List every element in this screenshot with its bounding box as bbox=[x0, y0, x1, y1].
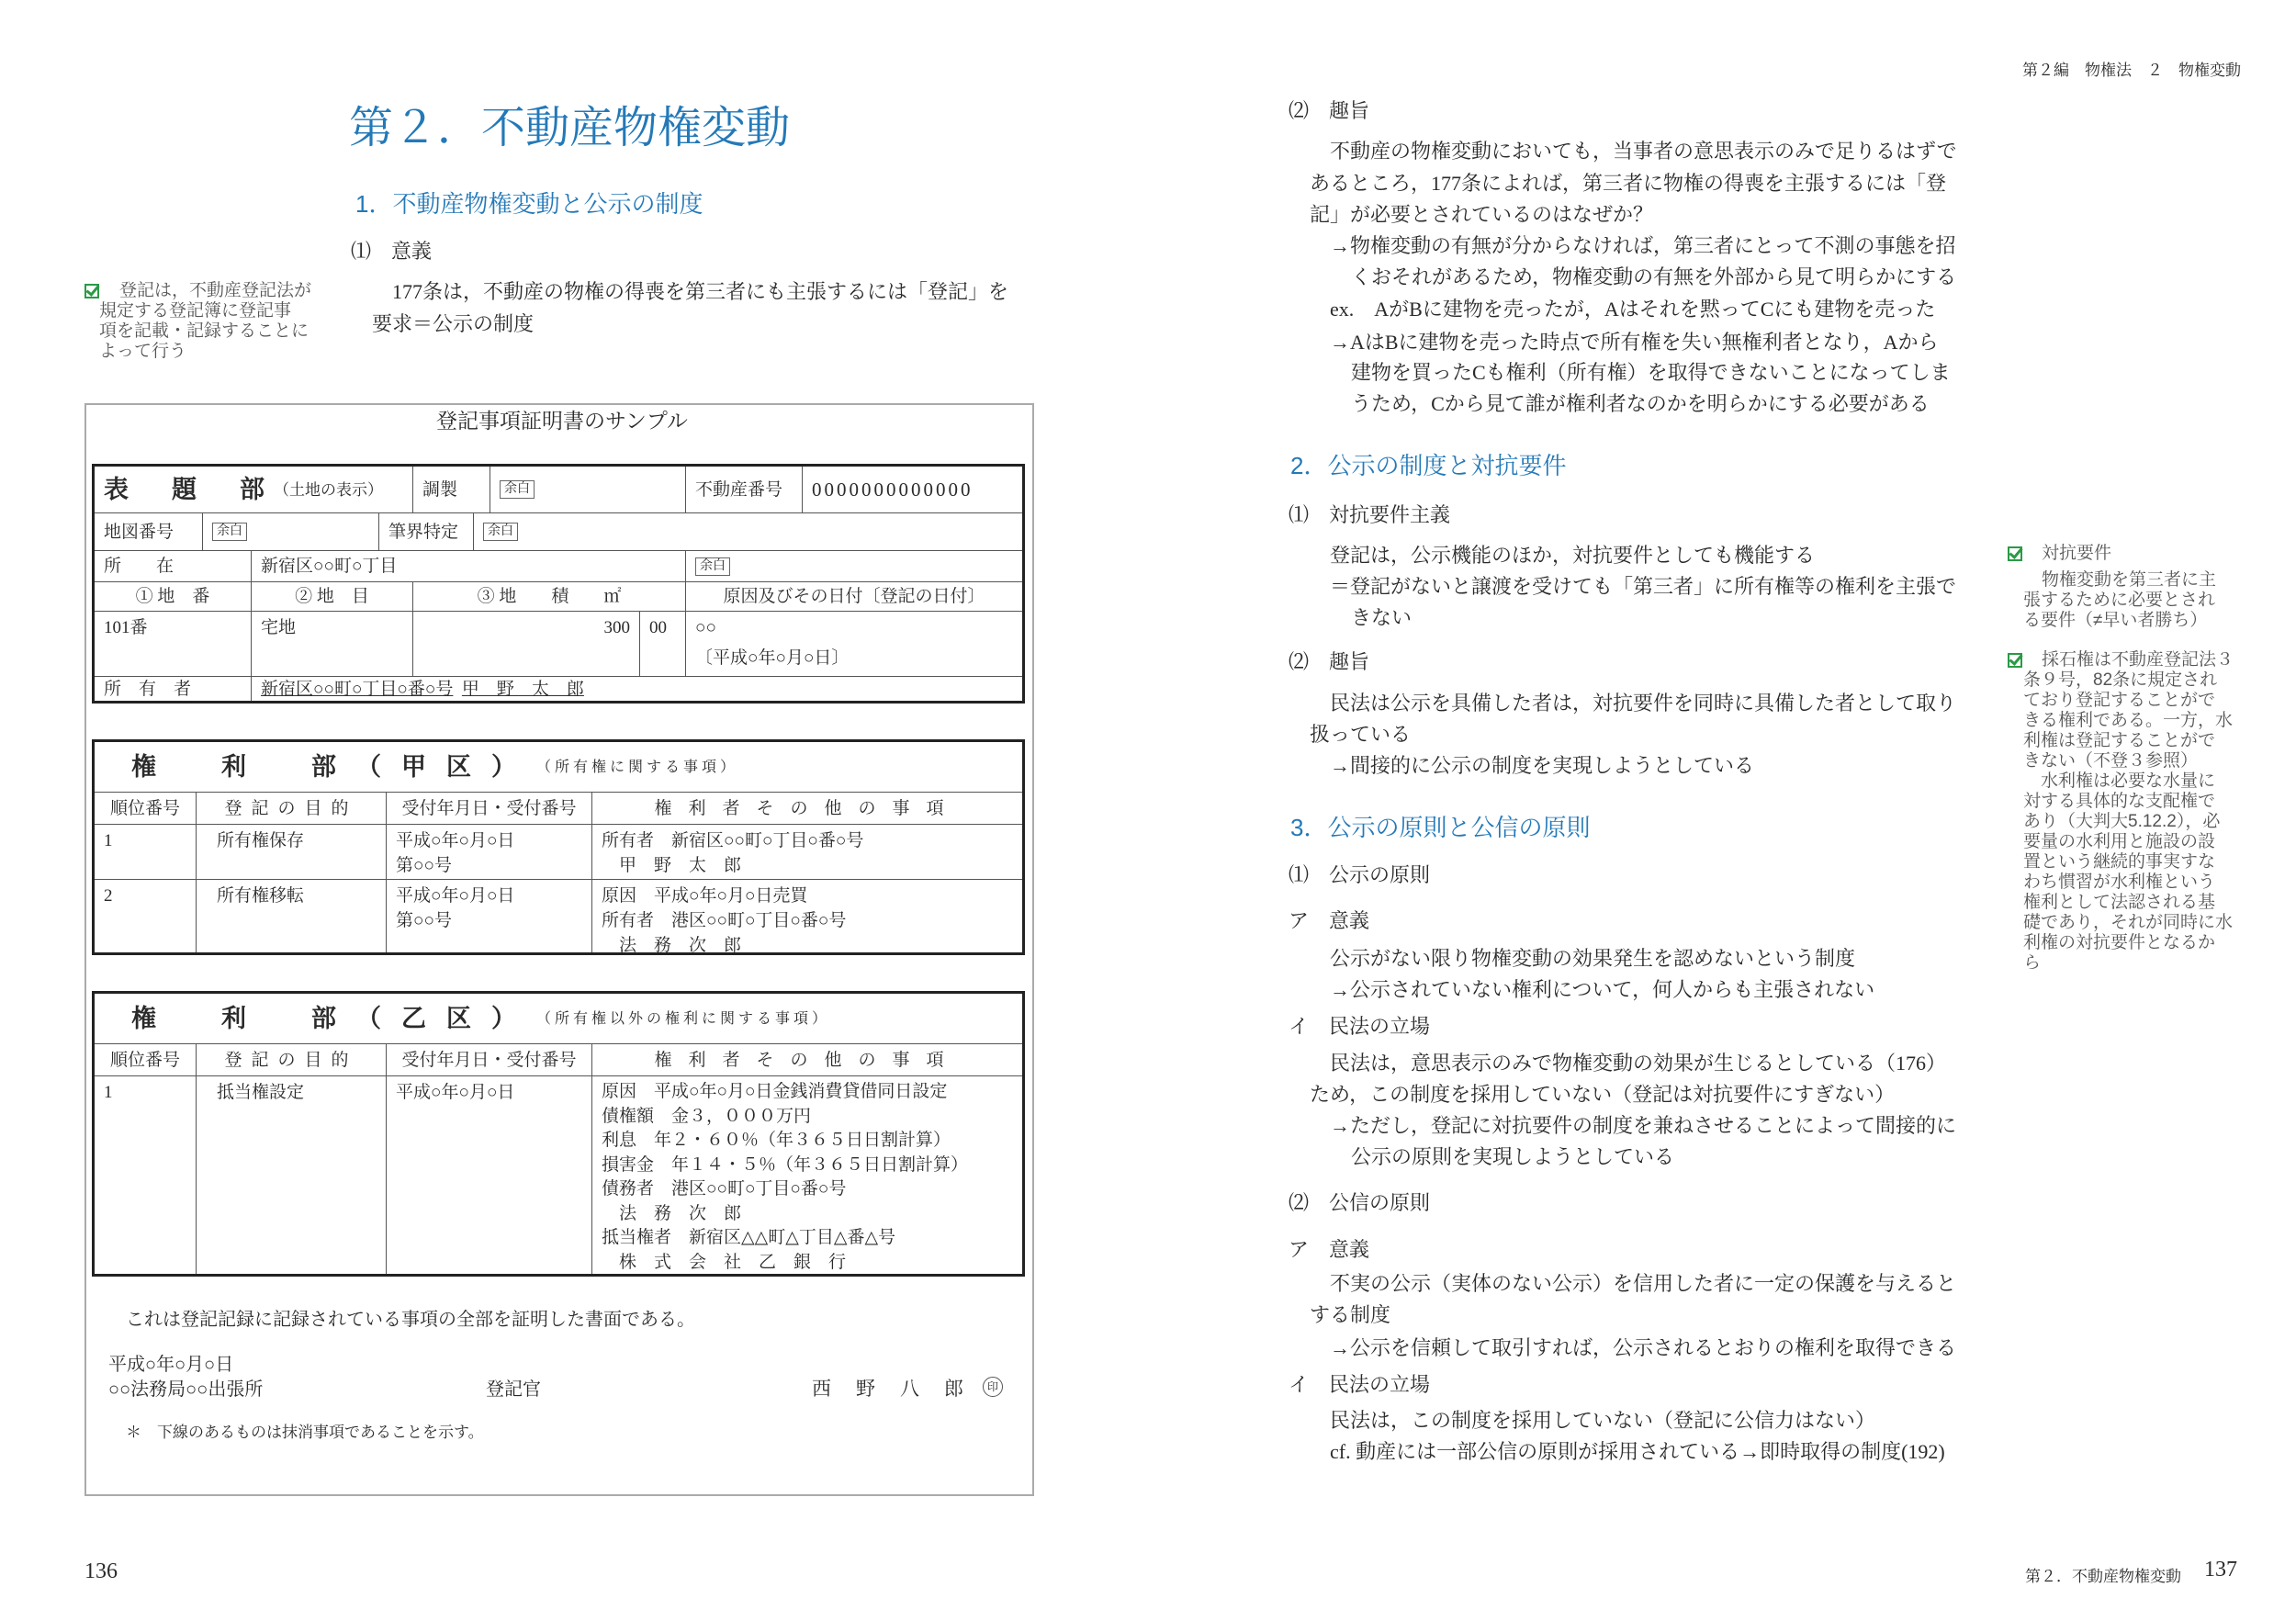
side-note-line: ら bbox=[2023, 953, 2042, 973]
details-cell bbox=[592, 1076, 1022, 1274]
chosei-label: 調製 bbox=[413, 467, 490, 513]
cause-date: 〔平成○年○月○日〕 bbox=[695, 648, 850, 668]
date: 平成○年○月○日 bbox=[396, 831, 515, 850]
cause-cell bbox=[686, 612, 1022, 677]
fudosan-bango-value: 0000000000000 bbox=[803, 467, 1022, 513]
side-note-line: 対する具体的な支配権で bbox=[2023, 792, 2216, 811]
section-heading: 3．公示の原則と公信の原則 bbox=[1290, 814, 1591, 841]
body-line: あるところ，177条によれば，第三者に物権の得喪を主張するには「登 bbox=[1310, 172, 1947, 195]
kouku-title bbox=[95, 742, 1022, 793]
side-note-line: 利権は登記することがで bbox=[2023, 731, 2216, 750]
detail-line: 債務者 港区○○町○丁目○番○号 bbox=[602, 1179, 847, 1199]
hikkai-value bbox=[474, 513, 1022, 551]
yohaku-mark: 余白 bbox=[500, 480, 535, 499]
subsection-heading: ⑴ 公示の原則 bbox=[1289, 863, 1431, 886]
rank: 1 bbox=[95, 825, 197, 880]
kouku-table bbox=[92, 739, 1025, 955]
officer-name: 西 野 八 郎 bbox=[812, 1378, 966, 1400]
side-note-line: 物権変動を第三者に主 bbox=[2042, 570, 2217, 590]
side-note-line: わち慣習が水利権という bbox=[2023, 872, 2216, 892]
side-note-line: 項を記載・記録することに bbox=[99, 321, 310, 341]
col-header: 権利者その他の事項 bbox=[592, 793, 1022, 825]
date-cell bbox=[387, 825, 592, 880]
body-line: ex. AがBに建物を売ったが，Aはそれを黙ってCにも建物を売った bbox=[1330, 298, 1936, 321]
body-line: →公示を信頼して取引すれば，公示されるとおりの権利を取得できる bbox=[1330, 1336, 1957, 1359]
col-header: 原因及びその日付〔登記の日付〕 bbox=[686, 582, 1022, 612]
sample-title: 登記事項証明書のサンプル bbox=[436, 410, 688, 433]
side-note-line: 水利権は必要な水量に bbox=[2023, 771, 2216, 791]
body-line: 民法は公示を具備した者は，対抗要件を同時に具備した者として取り bbox=[1330, 692, 1957, 715]
certify-date: 平成○年○月○日 bbox=[108, 1355, 234, 1375]
body-line: →間接的に公示の制度を実現しようとしている bbox=[1330, 754, 1755, 777]
page-number-left: 136 bbox=[84, 1559, 118, 1583]
subsection-heading: ⑴ 対抗要件主義 bbox=[1289, 503, 1451, 526]
side-note-line: 条９号，82条に規定され bbox=[2023, 670, 2218, 690]
body-line: 公示の原則を実現しようとしている bbox=[1351, 1145, 1675, 1168]
owner-value bbox=[252, 677, 1022, 701]
footer-chapter: 第２．不動産物権変動 bbox=[2025, 1568, 2181, 1585]
col-header: ③ 地 積 ㎡ bbox=[413, 582, 686, 612]
col-header: 順位番号 bbox=[95, 793, 197, 825]
subsection-heading: ⑴ 意義 bbox=[351, 240, 433, 263]
detail-line: 所有者 港区○○町○丁目○番○号 bbox=[602, 911, 847, 930]
side-note-line: 採石権は不動産登記法３ bbox=[2042, 650, 2234, 670]
date-cell bbox=[387, 880, 592, 952]
body-line: 不動産の物権変動においても，当事者の意思表示のみで足りるはずで bbox=[1330, 140, 1957, 163]
body-line: 建物を買ったCも権利（所有権）を取得できないことになってしま bbox=[1351, 361, 1951, 384]
detail-line: 原因 平成○年○月○日売買 bbox=[602, 886, 808, 906]
body-line: 登記は，公示機能のほか，対抗要件としても機能する bbox=[1330, 544, 1816, 567]
body-line: くおそれがあるため，物権変動の有無を外部から見て明らかにする bbox=[1351, 265, 1957, 288]
item-heading: イ 民法の立場 bbox=[1289, 1015, 1431, 1038]
col-header: 受付年月日・受付番号 bbox=[387, 793, 592, 825]
subsection-heading: ⑵ 趣旨 bbox=[1289, 99, 1370, 122]
cause-value: ○○ bbox=[695, 618, 716, 637]
detail-line: 所有者 新宿区○○町○丁目○番○号 bbox=[602, 831, 864, 850]
side-note-line: よって行う bbox=[99, 342, 187, 361]
side-note-title: 対抗要件 bbox=[2042, 544, 2112, 563]
body-line: きない bbox=[1351, 606, 1412, 629]
receipt-no: 第○○号 bbox=[396, 911, 452, 930]
col-header: 登記の目的 bbox=[197, 1044, 387, 1076]
body-line: →公示されていない権利について，何人からも主張されない bbox=[1330, 978, 1875, 1001]
otsuku-label: 権 利 部（乙区） bbox=[131, 1004, 536, 1032]
item-heading: ア 意義 bbox=[1289, 1238, 1370, 1261]
kouku-label: 権 利 部（甲区） bbox=[131, 752, 536, 781]
subsection-heading: ⑵ 趣旨 bbox=[1289, 650, 1370, 673]
chiseki-value: 300 bbox=[413, 612, 640, 677]
otsuku-table bbox=[92, 991, 1025, 1277]
hyodai-table bbox=[92, 464, 1025, 704]
side-note-line: 礎であり，それが同時に水 bbox=[2023, 913, 2234, 932]
page-number-right: 137 bbox=[2204, 1558, 2237, 1582]
side-note-body bbox=[2023, 650, 2234, 974]
shozai-yohaku bbox=[686, 551, 1022, 582]
detail-line: 法 務 次 郎 bbox=[602, 1203, 742, 1223]
chiseki-fraction: 00 bbox=[640, 612, 686, 677]
checkbox-icon bbox=[2008, 546, 2022, 561]
col-header: 受付年月日・受付番号 bbox=[387, 1044, 592, 1076]
body-line: 扱っている bbox=[1310, 723, 1412, 746]
section-heading: 2．公示の制度と対抗要件 bbox=[1290, 452, 1567, 479]
body-line: →ただし，登記に対抗要件の制度を兼ねさせることによって間接的に bbox=[1330, 1114, 1957, 1137]
shozai-value: 新宿区○○町○丁目 bbox=[252, 551, 686, 582]
purpose: 抵当権設定 bbox=[197, 1076, 387, 1274]
section-heading: 1．不動産物権変動と公示の制度 bbox=[355, 190, 703, 218]
detail-line: 損害金 年１４・５％（年３６５日日割計算） bbox=[602, 1154, 969, 1175]
details-cell bbox=[592, 880, 1022, 952]
body-line: うため，Cから見て誰が権利者なのかを明らかにする必要がある bbox=[1351, 392, 1930, 415]
col-header: 登記の目的 bbox=[197, 793, 387, 825]
footnote: ＊ 下線のあるものは抹消事項であることを示す。 bbox=[126, 1424, 484, 1441]
kouku-sub: （所有権に関する事項） bbox=[536, 759, 739, 775]
side-note-line: 張するために必要とされ bbox=[2023, 591, 2216, 610]
body-line: 不実の公示（実体のない公示）を信用した者に一定の保護を与えると bbox=[1330, 1272, 1957, 1295]
otsuku-sub: （所有権以外の権利に関する事項） bbox=[536, 1010, 831, 1027]
shozai-label: 所 在 bbox=[95, 551, 252, 582]
body-line: 民法は，この制度を採用していない（登記に公信力はない） bbox=[1330, 1409, 1876, 1432]
col-header: 順位番号 bbox=[95, 1044, 197, 1076]
hikkai-label: 筆界特定 bbox=[379, 513, 474, 551]
side-note-line: 権利として法認される基 bbox=[2023, 893, 2216, 912]
side-note-line: 利権の対抗要件となるか bbox=[2023, 933, 2216, 952]
body-line: 記」が必要とされているのはなぜか？ bbox=[1310, 203, 1654, 226]
body-line: 民法は，意思表示のみで物権変動の効果が生じるとしている（176） bbox=[1330, 1052, 1947, 1075]
owner-label: 所 有 者 bbox=[95, 677, 252, 701]
body-line: ＝登記がないと譲渡を受けても「第三者」に所有権等の権利を主張で bbox=[1330, 575, 1957, 598]
yohaku-mark: 余白 bbox=[483, 523, 518, 541]
chizu-bango-label: 地図番号 bbox=[95, 513, 203, 551]
officer-title: 登記官 bbox=[486, 1379, 541, 1400]
side-note-line: 置という継続的事実すな bbox=[2023, 852, 2216, 872]
purpose: 所有権移転 bbox=[197, 880, 387, 952]
col-header: 権利者その他の事項 bbox=[592, 1044, 1022, 1076]
side-note-line: 要量の水利用と施設の設 bbox=[2023, 832, 2216, 851]
body-line: ため，この制度を採用していない（登記は対抗要件にすぎない） bbox=[1310, 1083, 1896, 1106]
detail-line: 株 式 会 社 乙 銀 行 bbox=[602, 1252, 847, 1272]
side-note-line: 登記は，不動産登記法が bbox=[119, 281, 312, 300]
fudosan-bango-label: 不動産番号 bbox=[686, 467, 803, 513]
side-note-line: 規定する登記簿に登記事 bbox=[99, 301, 292, 321]
body-line: 要求＝公示の制度 bbox=[372, 312, 535, 335]
body-line: →AはBに建物を売った時点で所有権を失い無権利者となり，Aから bbox=[1330, 331, 1939, 354]
col-header: ① 地 番 bbox=[95, 582, 252, 612]
hyodai-sub: （土地の表示） bbox=[274, 480, 383, 499]
owner-address: 新宿区○○町○丁目○番○号 bbox=[261, 679, 454, 699]
detail-line: 原因 平成○年○月○日金銭消費貸借同日設定 bbox=[602, 1082, 948, 1101]
detail-line: 法 務 次 郎 bbox=[602, 936, 742, 952]
owner-name: 甲 野 太 郎 bbox=[461, 679, 584, 699]
yohaku-mark: 余白 bbox=[212, 523, 247, 541]
col-header: ② 地 目 bbox=[252, 582, 413, 612]
running-header: 第２編 物権法 ２ 物権変動 bbox=[2022, 62, 2241, 79]
rank: 1 bbox=[95, 1076, 197, 1274]
body-line: cf. 動産には一部公信の原則が採用されている→即時取得の制度(192) bbox=[1330, 1440, 1945, 1463]
seal-mark: 印 bbox=[983, 1377, 1003, 1397]
body-line: →物権変動の有無が分からなければ，第三者にとって不測の事態を招 bbox=[1330, 234, 1956, 257]
item-heading: ア 意義 bbox=[1289, 909, 1370, 932]
detail-line: 甲 野 太 郎 bbox=[602, 856, 742, 875]
checkbox-icon bbox=[84, 284, 99, 298]
chapter-title: 第２．不動産物権変動 bbox=[349, 104, 791, 152]
purpose: 所有権保存 bbox=[197, 825, 387, 880]
side-note-line: る要件（≠早い者勝ち） bbox=[2023, 611, 2208, 630]
detail-line: 債権額 金３，０００万円 bbox=[602, 1106, 812, 1126]
details-cell bbox=[592, 825, 1022, 880]
certify-text: これは登記記録に記録されている事項の全部を証明した書面である。 bbox=[126, 1310, 695, 1330]
receipt-no: 第○○号 bbox=[396, 856, 452, 875]
rank: 2 bbox=[95, 880, 197, 952]
body-line: 177条は，不動産の物権の得喪を第三者にも主張するには「登記」を bbox=[392, 280, 1009, 303]
detail-line: 利息 年２・６０％（年３６５日日割計算） bbox=[602, 1131, 951, 1150]
chizu-bango-value bbox=[203, 513, 379, 551]
chosei-value bbox=[490, 467, 686, 513]
body-line: する制度 bbox=[1310, 1303, 1391, 1326]
side-note-line: きる権利である。一方，水 bbox=[2023, 711, 2234, 730]
hyodai-label-cell bbox=[95, 467, 413, 513]
date: 平成○年○月○日 bbox=[387, 1076, 592, 1274]
date: 平成○年○月○日 bbox=[396, 886, 515, 906]
subsection-heading: ⑵ 公信の原則 bbox=[1289, 1191, 1431, 1214]
detail-line: 抵当権者 新宿区△△町△丁目△番△号 bbox=[602, 1228, 896, 1247]
chiban-value: 101番 bbox=[95, 612, 252, 677]
side-note-line: きない（不登３参照） bbox=[2023, 751, 2199, 771]
side-note-line: ており登記することがで bbox=[2023, 691, 2216, 710]
hyodai-label: 表 題 部 bbox=[104, 475, 274, 503]
yohaku-mark: 余白 bbox=[695, 557, 730, 576]
item-heading: イ 民法の立場 bbox=[1289, 1373, 1431, 1396]
side-note-line: あり（大判大5.12.2），必 bbox=[2023, 812, 2221, 831]
body-line: 公示がない限り物権変動の効果発生を認めないという制度 bbox=[1330, 947, 1856, 970]
office-name: ○○法務局○○出張所 bbox=[108, 1379, 264, 1400]
chimoku-value: 宅地 bbox=[252, 612, 413, 677]
checkbox-icon bbox=[2008, 653, 2022, 668]
otsuku-title bbox=[95, 994, 1022, 1044]
